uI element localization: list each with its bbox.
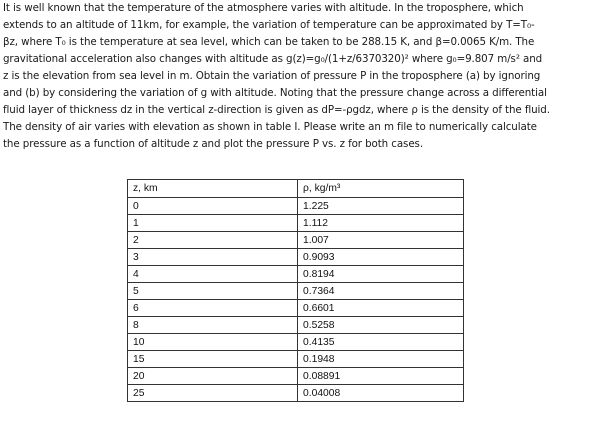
density-cell: 0.8194 xyxy=(298,266,464,283)
density-cell: 0.9093 xyxy=(298,249,464,266)
altitude-cell: 0 xyxy=(128,198,298,215)
density-cell: 0.4135 xyxy=(298,334,464,351)
altitude-cell: 15 xyxy=(128,351,298,368)
altitude-cell: 6 xyxy=(128,300,298,317)
altitude-cell: 10 xyxy=(128,334,298,351)
density-cell: 0.7364 xyxy=(298,283,464,300)
problem-line: and (b) by considering the variation of g with altitude. Noting that the pressure change across a differential xyxy=(3,87,547,99)
problem-line: The density of air varies with elevation as shown in table I. Please write an m file to numerically calculate xyxy=(3,121,537,133)
table-row xyxy=(128,249,464,266)
table-row xyxy=(128,317,464,334)
problem-line: It is well known that the temperature of the atmosphere varies with altitude. In the troposphere, which xyxy=(3,2,524,14)
density-cell: 0.5258 xyxy=(298,317,464,334)
density-cell: 0.08891 xyxy=(298,368,464,385)
altitude-cell: 25 xyxy=(128,385,298,402)
density-cell: 1.112 xyxy=(298,215,464,232)
table-row xyxy=(128,300,464,317)
problem-line: z is the elevation from sea level in m. Obtain the variation of pressure P in the troposphere (a) by ignoring xyxy=(3,70,541,82)
table-row xyxy=(128,266,464,283)
table-row xyxy=(128,351,464,368)
table-row xyxy=(128,283,464,300)
density-cell: 0.6601 xyxy=(298,300,464,317)
problem-statement xyxy=(3,0,601,153)
density-table xyxy=(127,179,464,402)
density-cell: 1.007 xyxy=(298,232,464,249)
problem-line: fluid layer of thickness dz in the vertical z-direction is given as dP=-ρgdz, where ρ is the density of the fluid. xyxy=(3,104,550,116)
problem-line: gravitational acceleration also changes with altitude as g(z)=g₀/(1+z/6370320)² where g₀=9.807 m/s² and xyxy=(3,53,543,65)
altitude-cell: 2 xyxy=(128,232,298,249)
problem-line: extends to an altitude of 11km, for example, the variation of temperature can be approximated by T=T₀- xyxy=(3,19,535,31)
density-cell: 1.225 xyxy=(298,198,464,215)
table-header-row xyxy=(128,180,464,198)
altitude-cell: 4 xyxy=(128,266,298,283)
table-row xyxy=(128,232,464,249)
altitude-cell: 1 xyxy=(128,215,298,232)
table-row xyxy=(128,385,464,402)
problem-line: the pressure as a function of altitude z and plot the pressure P vs. z for both cases. xyxy=(3,138,423,150)
table-row xyxy=(128,215,464,232)
density-cell: 0.1948 xyxy=(298,351,464,368)
altitude-cell: 3 xyxy=(128,249,298,266)
density-cell: 0.04008 xyxy=(298,385,464,402)
altitude-cell: 20 xyxy=(128,368,298,385)
table-row xyxy=(128,368,464,385)
table-row xyxy=(128,334,464,351)
altitude-cell: 8 xyxy=(128,317,298,334)
header-altitude: z, km xyxy=(128,180,298,198)
problem-line: βz, where T₀ is the temperature at sea level, which can be taken to be 288.15 K, and β=0.0065 K/m. The xyxy=(3,36,535,48)
header-density: ρ, kg/m³ xyxy=(298,180,464,198)
altitude-cell: 5 xyxy=(128,283,298,300)
table-row xyxy=(128,198,464,215)
